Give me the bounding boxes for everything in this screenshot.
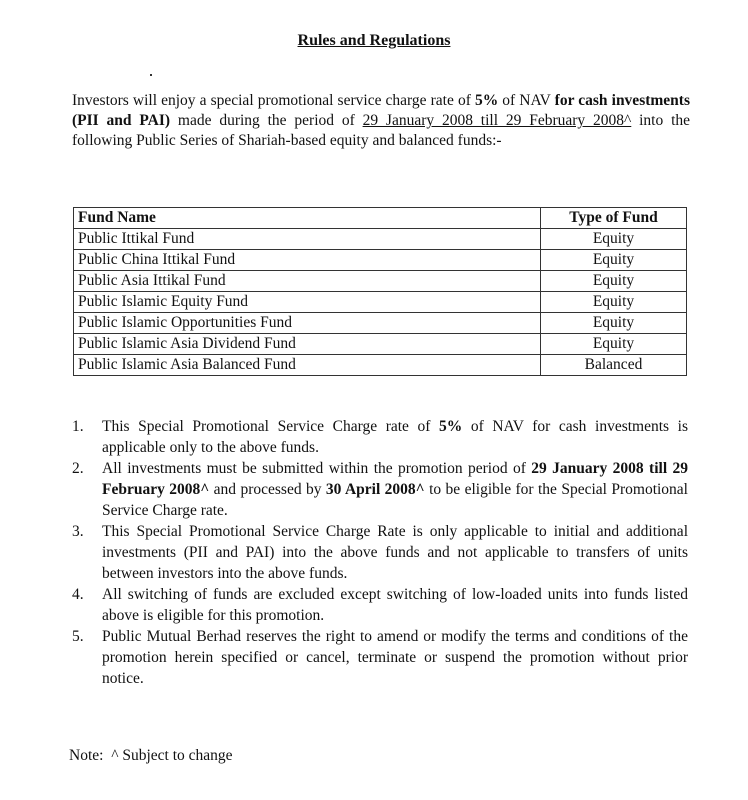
fund-name-cell: Public Islamic Asia Dividend Fund [74, 334, 541, 355]
fund-name-cell: Public Ittikal Fund [74, 229, 541, 250]
funds-table [73, 207, 687, 376]
fund-type-cell: Equity [541, 250, 687, 271]
table-row [74, 271, 687, 292]
rules-list [72, 416, 688, 689]
list-item [72, 584, 688, 626]
table-row [74, 229, 687, 250]
rule-text: This Special Promotional Service Charge rate of [102, 418, 440, 435]
fund-type-cell: Balanced [541, 355, 687, 376]
intro-text-2: of NAV [498, 92, 555, 109]
rule-text: All switching of funds are excluded except switching of low-loaded units into funds listed above is eligible for this promotion. [102, 586, 688, 624]
intro-text-3: made during the period of [170, 112, 363, 129]
rule-bold-text: 5% [439, 418, 463, 435]
scan-speck [150, 74, 152, 76]
rule-text: to be eligible for the Special Promotional Service Charge rate. [102, 481, 688, 519]
table-row [74, 292, 687, 313]
intro-text-1: Investors will enjoy a special promotional service charge rate of [72, 92, 475, 109]
note-label: Note: [69, 747, 104, 764]
rule-number: 3. [72, 523, 84, 540]
intro-period: 29 January 2008 till 29 February 2008^ [362, 112, 632, 129]
header-type-of-fund: Type of Fund [541, 208, 687, 229]
fund-type-cell: Equity [541, 334, 687, 355]
table-row [74, 250, 687, 271]
rule-bold-text: 30 April 2008^ [325, 481, 425, 498]
note-text: ^ Subject to change [111, 747, 233, 764]
list-item [72, 521, 688, 584]
intro-rate: 5% [474, 92, 499, 109]
rule-number: 5. [72, 628, 84, 645]
table-header-row [74, 208, 687, 229]
funds-table-body [74, 229, 687, 376]
list-item [72, 626, 688, 689]
rule-text: and processed by [209, 481, 326, 498]
fund-name-cell: Public Islamic Equity Fund [74, 292, 541, 313]
header-fund-name: Fund Name [74, 208, 541, 229]
table-row [74, 355, 687, 376]
fund-type-cell: Equity [541, 292, 687, 313]
rule-text: All investments must be submitted within the promotion period of [102, 460, 532, 477]
intro-paragraph [72, 91, 690, 151]
rule-bold-text: 29 January 2008 till 29 February 2008^ [102, 460, 689, 498]
fund-type-cell: Equity [541, 229, 687, 250]
list-item [72, 416, 688, 458]
rule-number: 4. [72, 586, 84, 603]
rule-text: of NAV for cash investments is applicable only to the above funds. [102, 418, 688, 456]
table-row [74, 334, 687, 355]
rule-text: Public Mutual Berhad reserves the right to amend or modify the terms and conditions of the promotion herein specified or cancel, terminate or suspend the promotion without prior notice. [102, 628, 688, 687]
rule-number: 1. [72, 418, 84, 435]
note [69, 746, 233, 766]
rule-number: 2. [72, 460, 84, 477]
fund-name-cell: Public Islamic Asia Balanced Fund [74, 355, 541, 376]
fund-type-cell: Equity [541, 313, 687, 334]
document-title: Rules and Regulations [297, 32, 451, 49]
list-item [72, 458, 688, 521]
rule-text: This Special Promotional Service Charge Rate is only applicable to initial and additional investments (PII and PAI) into the above funds and not applicable to transfers of units between investors into the above funds. [102, 523, 688, 582]
fund-name-cell: Public China Ittikal Fund [74, 250, 541, 271]
fund-name-cell: Public Asia Ittikal Fund [74, 271, 541, 292]
fund-type-cell: Equity [541, 271, 687, 292]
table-row [74, 313, 687, 334]
fund-name-cell: Public Islamic Opportunities Fund [74, 313, 541, 334]
intro-text-4: into the following Public Series of Shariah-based equity and balanced funds:- [72, 112, 691, 149]
intro-cash-investments: for cash investments (PII and PAI) [72, 92, 690, 129]
